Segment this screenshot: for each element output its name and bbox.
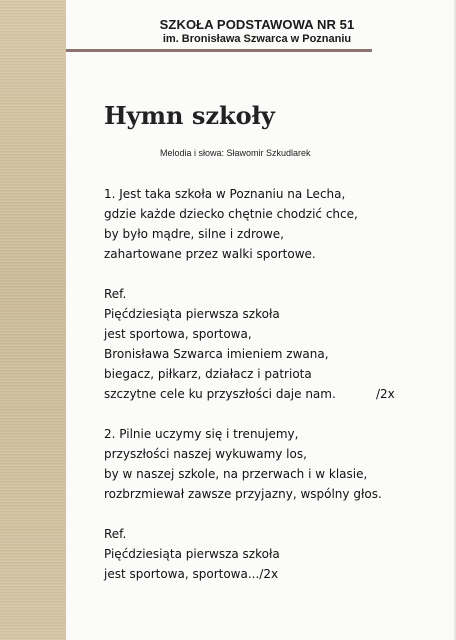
refrain-1-label: Ref. <box>104 287 127 301</box>
hymn-title: Hymn szkoły <box>104 101 275 130</box>
left-decorative-band <box>0 0 66 640</box>
stanza-gap <box>104 404 434 424</box>
header-divider <box>66 49 372 52</box>
refrain-2-line-2: jest sportowa, sportowa.../2x <box>104 567 279 581</box>
refrain-1-line-1: Pięćdziesiąta pierwsza szkoła <box>104 307 280 321</box>
hymn-credits: Melodia i słowa: Sławomir Szkudlarek <box>160 148 311 158</box>
refrain-1-line-5 <box>104 384 434 404</box>
refrain-2-label: Ref. <box>104 527 127 541</box>
school-name: SZKOŁA PODSTAWOWA NR 51 <box>159 17 355 32</box>
verse-2-line-2: przyszłości naszej wykuwamy los, <box>104 447 307 461</box>
verse-2-line-1: 2. Pilnie uczymy się i trenujemy, <box>104 427 299 441</box>
refrain-1-line-2: jest sportowa, sportowa, <box>104 327 252 341</box>
school-patron-line: im. Bronisława Szwarca w Poznaniu <box>162 33 352 45</box>
verse-2-line-3: by w naszej szkole, na przerwach i w klasie, <box>104 467 368 481</box>
verse-1-line-4: zahartowane przez walki sportowe. <box>104 247 316 261</box>
verse-1-line-3: by było mądre, silne i zdrowe, <box>104 227 284 241</box>
stanza-gap <box>104 504 434 524</box>
refrain-1-line-3: Bronisława Szwarca imieniem zwana, <box>104 347 329 361</box>
verse-1-line-2: gdzie każde dziecko chętnie chodzić chce, <box>104 207 358 221</box>
stanza-gap <box>104 264 434 284</box>
verse-2-line-4: rozbrzmiewał zawsze przyjazny, wspólny głos. <box>104 487 382 501</box>
hymn-lyrics <box>104 184 434 584</box>
refrain-1-line-4: biegacz, piłkarz, działacz i patriota <box>104 367 312 381</box>
refrain-2-line-1: Pięćdziesiąta pierwsza szkoła <box>104 547 280 561</box>
refrain-1-repeat-mark: /2x <box>376 387 395 401</box>
school-header <box>66 18 448 45</box>
verse-1-line-1: 1. Jest taka szkoła w Poznaniu na Lecha, <box>104 187 346 201</box>
refrain-1-line-5-text: szczytne cele ku przyszłości daje nam. <box>104 387 336 401</box>
